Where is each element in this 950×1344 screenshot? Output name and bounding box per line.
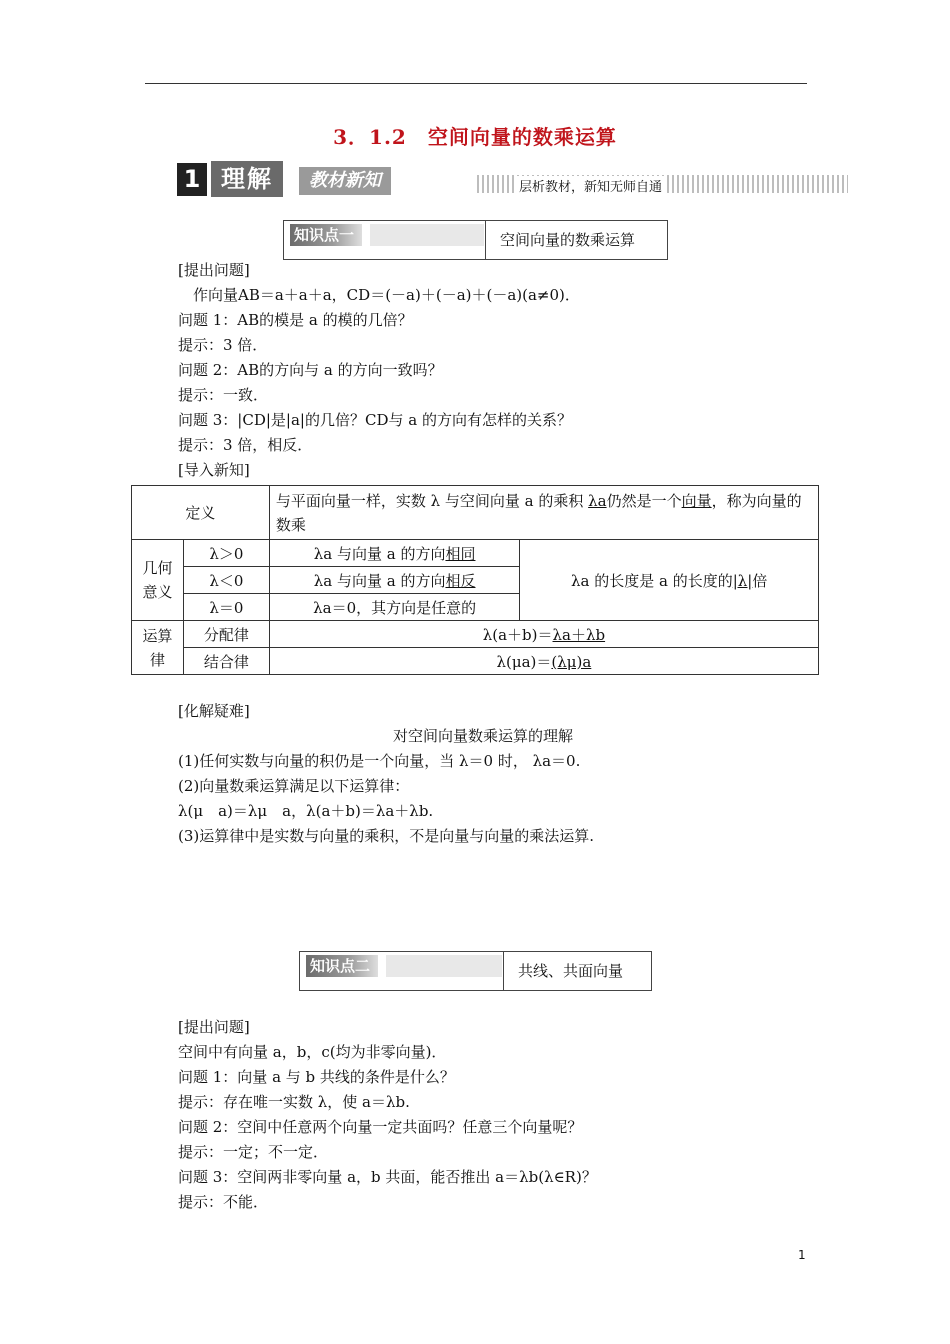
law-formula: [269, 621, 818, 648]
page-number: 1: [798, 1248, 806, 1262]
notes-item: (2)向量数乘运算满足以下运算律：: [178, 777, 410, 795]
text-line: 提示：3 倍．: [178, 336, 268, 354]
box-divider: [485, 221, 486, 259]
length-suffix: 倍: [752, 571, 768, 590]
text-line: 问题 2：AB的方向与 a 的方向一致吗？: [178, 361, 443, 379]
notes-item: λ(μ a)＝λμ a，λ(a＋b)＝λa＋λb.: [178, 802, 434, 820]
text-line: 问题 3：|CD|是|a|的几倍？CD与 a 的方向有怎样的关系？: [178, 411, 572, 429]
description-text: λa 与向量 a 的方向: [313, 544, 446, 563]
definition-label: 定义: [132, 486, 270, 540]
label-fill: [386, 955, 502, 977]
banner-word-understand: 理解: [211, 161, 283, 197]
description-text: λa 与向量 a 的方向: [313, 571, 446, 590]
law-name: 结合律: [183, 648, 269, 675]
section-banner: [177, 159, 848, 198]
notes-heading: [化解疑难]: [178, 702, 250, 720]
knowledge-label-2: 知识点二: [306, 955, 378, 977]
definition-blank: λa: [588, 491, 607, 510]
text-line: 空间中有向量 a，b，c(均为非零向量)．: [178, 1043, 447, 1061]
text-line: 提示：一致．: [178, 386, 269, 404]
knowledge-box-2: [299, 951, 652, 991]
notes-center-title: 对空间向量数乘运算的理解: [393, 727, 574, 745]
geometry-description: [269, 540, 520, 567]
law-formula: [269, 648, 818, 675]
text-line: [提出问题]: [178, 261, 250, 279]
text-line: 提示：一定；不一定．: [178, 1143, 329, 1161]
text-line: 提示：不能．: [178, 1193, 269, 1211]
knowledge-box-1: [283, 220, 668, 260]
geometry-description: [269, 567, 520, 594]
box-divider: [503, 952, 504, 990]
definition-blank: 向量: [681, 491, 712, 510]
banner-number: 1: [177, 163, 207, 196]
banner-word-textbook: 教材新知: [299, 167, 391, 195]
definition-part: 与平面向量一样，实数 λ 与空间向量 a 的乘积: [275, 491, 589, 510]
text-line: 问题 1：向量 a 与 b 共线的条件是什么？: [178, 1068, 455, 1086]
description-blank: 相同: [445, 544, 476, 563]
text-line: 作向量AB＝a＋a＋a，CD＝(－a)＋(－a)＋(－a)(a≠0)．: [178, 286, 580, 304]
geometry-condition: λ＞0: [183, 540, 269, 567]
length-description: [520, 540, 819, 621]
table-row-definition: [132, 486, 819, 540]
law-lhs: λ(μa)＝: [496, 652, 552, 671]
banner-tagline: 层析教材，新知无师自通: [515, 176, 666, 195]
geometry-condition: λ＝0: [183, 594, 269, 621]
table-row-law: [132, 648, 819, 675]
page-title: 3．1.2 空间向量的数乘运算: [333, 125, 617, 149]
definition-part: 仍然是一个: [606, 491, 682, 510]
knowledge-label-1: 知识点一: [290, 224, 362, 246]
text-line: 提示：存在唯一实数 λ，使 a＝λb.: [178, 1093, 410, 1111]
table-row-law: [132, 621, 819, 648]
text-line: 问题 2：空间中任意两个向量一定共面吗？任意三个向量呢？: [178, 1118, 583, 1136]
law-rhs: (λμ)a: [551, 652, 592, 671]
law-name: 分配律: [183, 621, 269, 648]
geometry-description: λa＝0，其方向是任意的: [269, 594, 520, 621]
text-line: [提出问题]: [178, 1018, 250, 1036]
law-lhs: λ(a＋b)＝: [482, 625, 553, 644]
text-line: 问题 3：空间两非零向量 a，b 共面，能否推出 a＝λb(λ∈R)？: [178, 1168, 597, 1186]
law-label: 运算律: [132, 621, 184, 675]
notes-item: (1)任何实数与向量的积仍是一个向量，当 λ＝0 时， λa＝0.: [178, 752, 581, 770]
table-row-geometry: [132, 540, 819, 567]
header-rule: [145, 83, 807, 84]
text-line: [导入新知]: [178, 461, 250, 479]
definition-table: [131, 485, 819, 675]
definition-part: ，称为向量的数乘: [275, 491, 802, 534]
geometry-condition: λ＜0: [183, 567, 269, 594]
notes-item: (3)运算律中是实数与向量的乘积，不是向量与向量的乘法运算.: [178, 827, 595, 845]
definition-text: [269, 486, 818, 540]
knowledge-topic-2: 共线、共面向量: [518, 962, 624, 980]
description-blank: 相反: [445, 571, 476, 590]
geometry-label: 几何意义: [132, 540, 184, 621]
knowledge-topic-1: 空间向量的数乘运算: [500, 231, 636, 249]
length-text: λa 的长度是 a 的长度的: [571, 571, 733, 590]
label-fill: [370, 224, 484, 246]
law-rhs: λa＋λb: [552, 625, 606, 644]
text-line: 提示：3 倍，相反．: [178, 436, 313, 454]
length-blank: |λ|: [732, 571, 753, 590]
text-line: 问题 1：AB的模是 a 的模的几倍？: [178, 311, 413, 329]
